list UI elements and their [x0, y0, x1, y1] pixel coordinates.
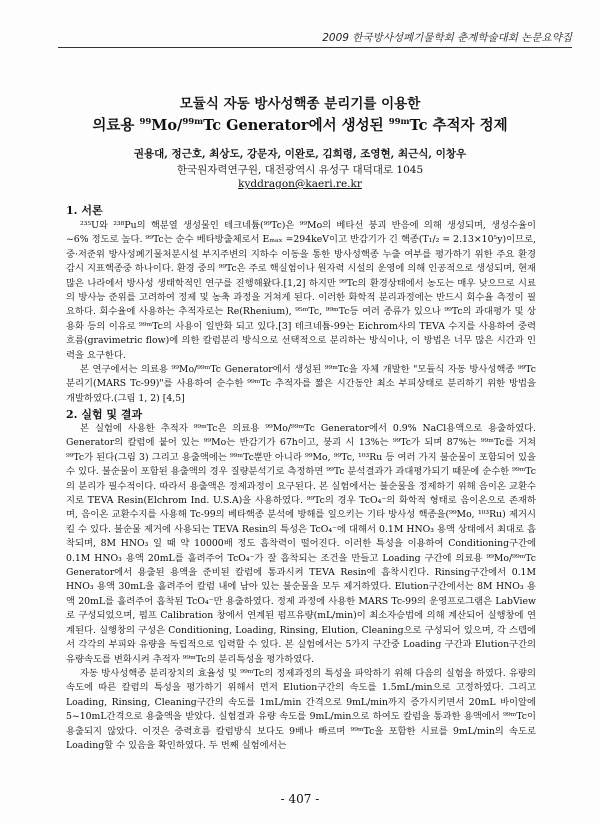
section-heading-introduction: 1. 서론: [66, 204, 103, 217]
running-header: 2009 한국방사성폐기물학회 춘계학술대회 논문요약집: [322, 32, 572, 44]
paragraph: ²³⁵U와 ²³⁸Pu의 핵분열 생성물인 테크네튬(⁹⁹Tc)은 ⁹⁹Mo의 베타선 붕괴 반응에 의해 생성되며, 생성수율이 ~6% 정도로 높다. ⁹⁹Tc는 순수 베타방출체로서 Eₘₐₓ =294keV이고 반감기가 긴 핵종(T₁/₂ = 2.13×10⁵y)이므로, 중·저준위 방사성폐기물처분시설 부지주변의 지하수 이동을 통한 방사성핵종 누출 여부를 평가하기 위한 주요 환경 감시 지표핵종중 하나이다. 환경 중의 ⁹⁹Tc은 주로 핵실험이나 원자력 시설의 운영에 의해 인공적으로 생성되며, 현재 많은 나라에서 방사성 생태학적인 연구를 진행해왔다.[1,2] 하지만 ⁹⁹Tc의 환경상태에서 농도는 매우 낮으므로 시료의 방사능 준위를 고려하여 정제 및 농축 과정을 거쳐게 된다. 이러한 화학적 분리과정에는 반드시 회수율 측정이 필요하다. 회수율에 사용하는 추적자로는 Re(Rhenium), ⁹⁵ᵐTc, ⁹⁹ᵐTc등 여러 종류가 있으나 ⁹⁹Tc의 과대평가 및 상용화 등의 이유로 ⁹⁹ᵐTc의 사용이 일반화 되고 있다.[3] 테크네튬-99는 Eichrom사의 TEVA 수지를 사용하여 중력흐름(gravimetric flow)에 의한 칼럼분리 방식으로 선택적으로 분리하는 방식이나, 이 방법은 너무 많은 시간과 인력을 요구한다.: [66, 220, 536, 361]
email-address: kyddragon@kaeri.re.kr: [238, 178, 362, 190]
paragraph: 본 연구에서는 의료용 ⁹⁹Mo/⁹⁹ᵐTc Generator에서 생성된 ⁹⁹ᵐTc을 자체 개발한 "모듈식 자동 방사성핵종 ⁹⁹Tc 분리기(MARS Tc-99)"를 사용하여 순수한 ⁹⁹ᵐTc 추적자를 짧은 시간동안 최소 부피상태로 분리하기 위한 방법을 개발하였다.(그림 1, 2) [4,5]: [66, 364, 536, 404]
institution: 한국원자력연구원, 대전광역시 유성구 대덕대로 1045: [176, 164, 424, 176]
header-rule: [58, 47, 572, 48]
paragraph: 자동 방사성핵종 분리장치의 효율성 및 ⁹⁹ᵐTc의 정제과정의 특성을 파악하기 위해 다음의 실험을 하였다. 유량의 속도에 따른 칼럼의 특성을 평가하기 위해서 먼저 Elution구간의 속도를 1.5mL/min으로 고정하였다. 그리고 Loading, Rinsing, Cleaning구간의 속도를 1mL/min 간격으로 9mL/min까지 증가시키면서 20mL 바이알에 5~10mL간격으로 용출액을 받았다. 실험결과 유량 속도를 9mL/min으로 하여도 칼럼을 통과한 용액에서 ⁹⁹ᵐTc이 용출되지 않았다. 이것은 중력흐름 칼럼방식 보다도 9배나 빠르며 ⁹⁹ᵐTc을 포함한 시료를 9mL/min의 속도로 Loading할 수 있음을 확인하였다. 두 번째 실험에서는: [66, 667, 536, 751]
section-body-experiment: [66, 422, 536, 753]
section-body-introduction: [66, 219, 536, 406]
page-number: - 407 -: [280, 792, 320, 806]
title-line-1: 모듈식 자동 방사성핵종 분리기를 이용한: [179, 96, 421, 112]
paragraph: 본 실험에 사용한 추적자 ⁹⁹ᵐTc은 의료용 ⁹⁹Mo/⁹⁹ᵐTc Generator에서 0.9% NaCl용액으로 용출하였다. Generator의 칼럼에 붙어 있는 ⁹⁹Mo는 반감기가 67h이고, 붕괴 시 13%는 ⁹⁹Tc가 되며 87%는 ⁹⁹ᵐTc를 거쳐 ⁹⁹Tc가 된다(그림 3) 그리고 용출액에는 ⁹⁹ᵐTc뿐만 아니라 ⁹⁹Mo, ⁹⁹Tc, ¹⁰³Ru 등 여러 가지 불순물이 포함되어 있을 수 있다. 불순물이 포함된 용출액의 경우 질량분석기로 측정하면 ⁹⁹Tc 분석결과가 과대평가되기 때문에 순수한 ⁹⁹ᵐTc의 분리가 필수적이다. 따라서 용출액은 정제과정이 요구된다. 본 실험에서는 불순물을 정제하기 위해 음이온 교환수지로 TEVA Resin(Elchrom Ind. U.S.A)을 사용하였다. ⁹⁹Tc의 경우 TcO₄⁻의 화학적 형태로 음이온으로 존재하며, 음이온 교환수지를 사용해 Tc-99의 베타핵종 분석에 방해를 일으키는 기타 방사성 핵종을(⁹⁹Mo, ¹⁰³Ru) 제거시킬 수 있다. 불순물 제거에 사용되는 TEVA Resin의 특성은 TcO₄⁻에 대해서 0.1M HNO₃ 용액 상태에서 최대로 흡착되며, 8M HNO₃ 일 때 약 10000배 정도 흡착력이 떨어진다. 이러한 특성을 이용하여 Conditioning구간에 0.1M HNO₃ 용액 20mL를 흘려주어 TcO₄⁻가 잘 흡착되는 조건을 만들고 Loading 구간에 의료용 ⁹⁹Mo/⁹⁹ᵐTc Generator에서 용출된 용액을 준비된 칼럼에 통과시켜 TEVA Resin에 흡착시킨다. Rinsing구간에서 0.1M HNO₃ 용액 30mL을 흘려주어 칼럼 내에 남아 있는 불순물을 모두 제거하였다. Elution구간에서는 8M HNO₃ 용액 20mL를 흘려주어 흡착된 TcO₄⁻만 용출하였다. 정제 과정에 사용한 MARS Tc-99의 운영프로그램은 LabView로 구성되었으며, 펌프 Calibration 창에서 연계된 펌프유량(mL/min)이 최소자승법에 의해 계산되어 실행창에 연계된다. 실행창의 구성은 Conditioning, Loading, Rinsing, Elution, Cleaning으로 구성되어 있으며, 각 스텝에서 각각의 부피와 유량을 독립적으로 입력할 수 있다. 본 실험에서는 5가지 구간중 Loading 구간과 Elution구간의 유량속도를 변화시켜 추적자 ⁹⁹ᵐTc의 분리특성을 평가하였다.: [66, 423, 536, 665]
title-line-2: 의료용 $^{99}$Mo/$^{99m}$Tc Generator에서 생성된 $^{99m}$Tc 추적자 정제: [92, 117, 508, 134]
author-list: 권용대, 정근호, 최상도, 강문자, 이완로, 김희령, 조영현, 최근식, 이창우: [133, 148, 467, 160]
section-heading-experiment: 2. 실험 및 결과: [66, 408, 143, 421]
